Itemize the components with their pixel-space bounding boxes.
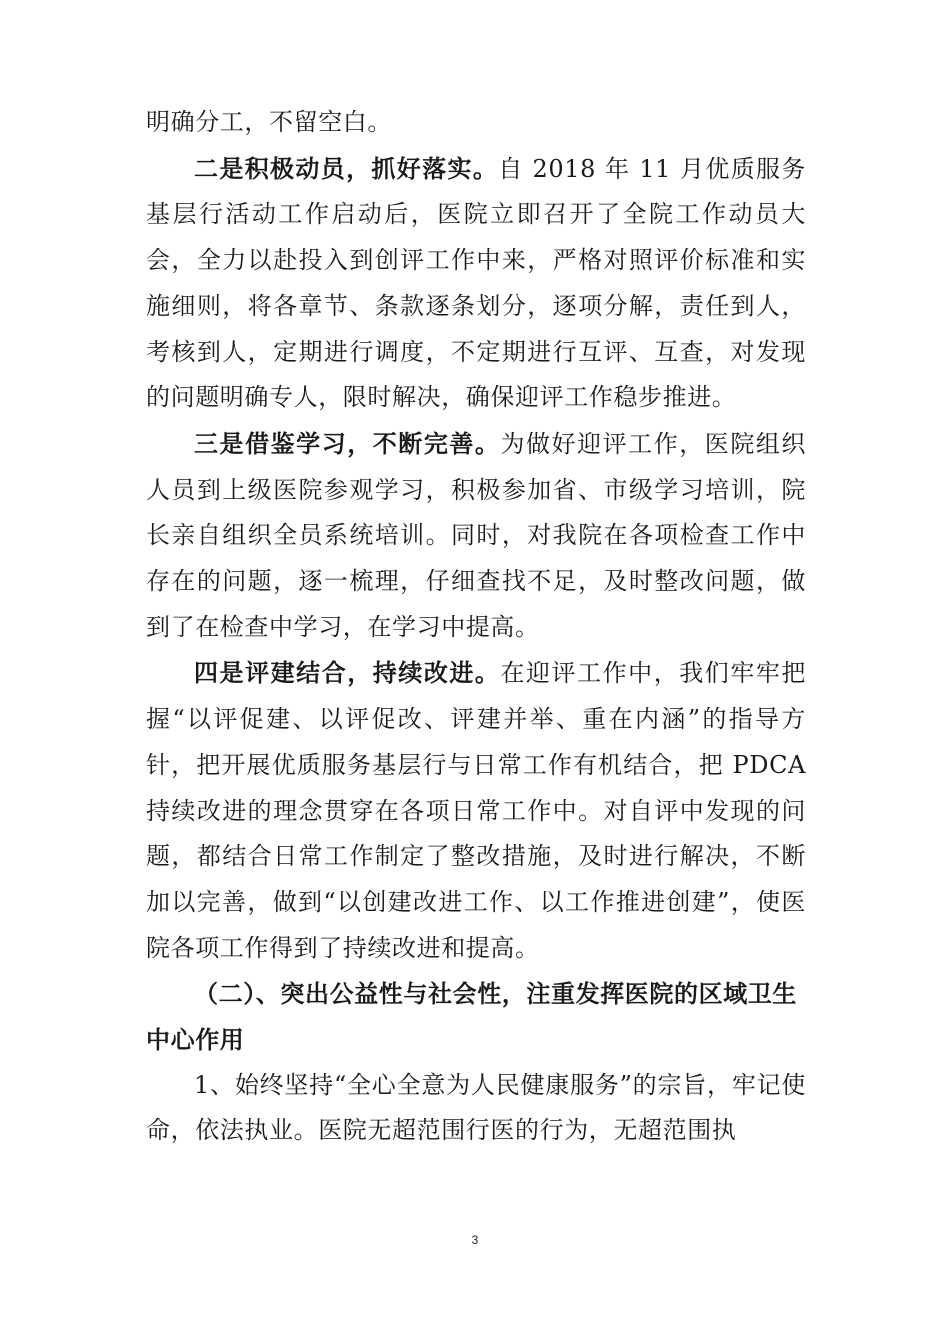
page-number: 3 [471,1233,479,1247]
body-text [146,100,806,1154]
paragraph-text: 为做好迎评工作，医院组织人员到上级医院参观学习，积极参加省、市级学习培训，院长亲自组织全员系统培训。同时，对我院在各项检查工作中存在的问题，逐一梳理，仔细查找不足，及时整改问题，做到了在检查中学习，在学习中提高。 [146,429,806,641]
paragraph-text: 在迎评工作中，我们牢牢把握“以评促建、以评促改、评建并举、重在内涵”的指导方针，把开展优质服务基层行与日常工作有机结合，把 PDCA 持续改进的理念贯穿在各项日常工作中。对自评中发现的问题，都结合日常工作制定了整改措施，及时进行解决，不断加以完善，做到“以创建改进工作、以工作推进创建”，使医院各项工作得到了持续改进和提高。 [146,659,806,962]
paragraph-text: 明确分工，不留空白。 [146,108,392,136]
paragraph-improvement [146,650,806,971]
section-heading: （二）、突出公益性与社会性，注重发挥医院的区域卫生中心作用 [146,979,797,1055]
paragraph-lead: 三是借鉴学习，不断完善。 [194,428,501,458]
paragraph-text: 自 2018 年 11 月优质服务基层行活动工作启动后，医院立即召开了全院工作动员大会，全力以赴投入到创评工作中来，严格对照评价标准和实施细则，将各章节、条款逐条划分，逐项分解，责任到人，考核到人，定期进行调度，不定期进行互评、互查，对发现的问题明确专人，限时解决，确保迎评工作稳步推进。 [146,154,806,412]
paragraph-mobilization [146,146,806,421]
paragraph-continuation [146,100,806,146]
paragraph-learning [146,421,806,651]
list-item-1: 1、始终坚持“全心全意为人民健康服务”的宗旨，牢记使命，依法执业。医院无超范围行医的行为，无超范围执 [146,1070,806,1145]
paragraph-lead: 二是积极动员，抓好落实。 [194,153,499,183]
paragraph-lead: 四是评建结合，持续改进。 [194,658,501,688]
